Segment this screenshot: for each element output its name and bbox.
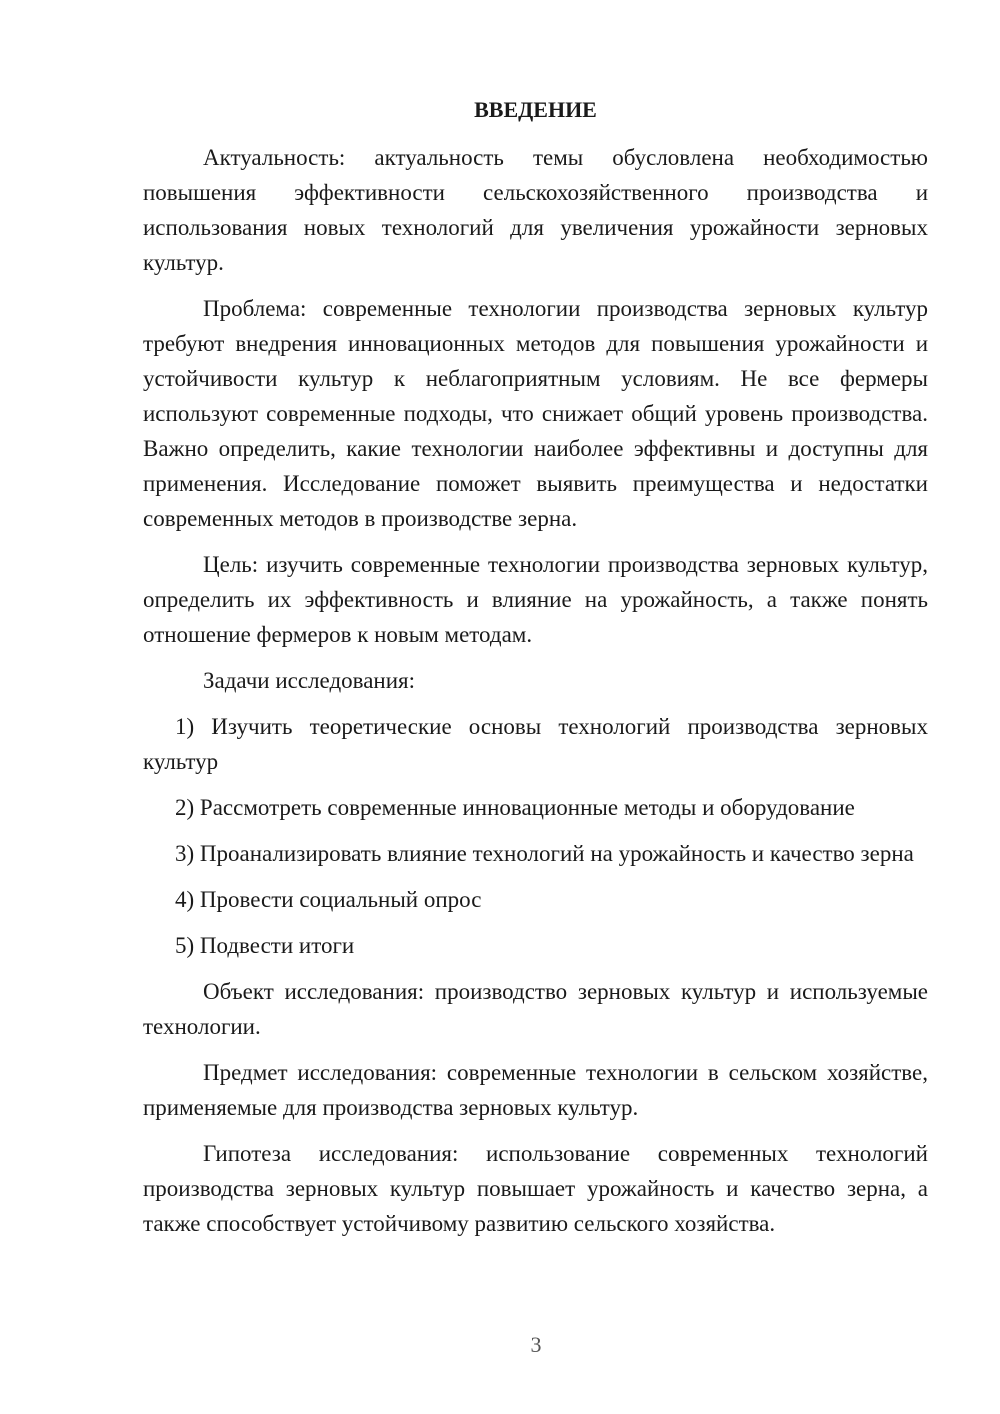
problem-paragraph: Проблема: современные технологии производства зерновых культур требуют внедрения инновационных методов для повышения урожайности и устойчивости культур к неблагоприятным условиям. Не все фермеры используют современные подходы, что снижает общий уровень производства. Важно определить, какие технологии наиболее эффективны и доступны для применения. Исследование поможет выявить преимущества и недостатки современных методов в производстве зерна. — [143, 296, 928, 531]
page-content — [143, 94, 928, 1252]
goal-paragraph: Цель: изучить современные технологии производства зерновых культур, определить их эффективность и влияние на урожайность, а также понять отношение фермеров к новым методам. — [143, 552, 928, 647]
object-paragraph: Объект исследования: производство зерновых культур и используемые технологии. — [143, 979, 928, 1039]
list-item: 2) Рассмотреть современные инновационные методы и оборудование — [175, 795, 855, 820]
subject-paragraph: Предмет исследования: современные технологии в сельском хозяйстве, применяемые для производства зерновых культур. — [143, 1060, 928, 1120]
list-item: 5) Подвести итоги — [175, 933, 355, 958]
list-item: 4) Провести социальный опрос — [175, 887, 482, 912]
page-number: 3 — [530, 1332, 542, 1357]
hypothesis-paragraph: Гипотеза исследования: использование современных технологий производства зерновых культур повышает урожайность и качество зерна, а также способствует устойчивому развитию сельского хозяйства. — [143, 1141, 928, 1236]
list-item: 1) Изучить теоретические основы технологий производства зерновых культур — [143, 714, 928, 774]
relevance-paragraph: Актуальность: актуальность темы обусловлена необходимостью повышения эффективности сельскохозяйственного производства и использования новых технологий для увеличения урожайности зерновых культур. — [143, 145, 928, 275]
list-item: 3) Проанализировать влияние технологий на урожайность и качество зерна — [175, 841, 914, 866]
tasks-heading: Задачи исследования: — [203, 668, 416, 693]
tasks-list — [143, 709, 928, 963]
page-title: ВВЕДЕНИЕ — [474, 97, 597, 122]
